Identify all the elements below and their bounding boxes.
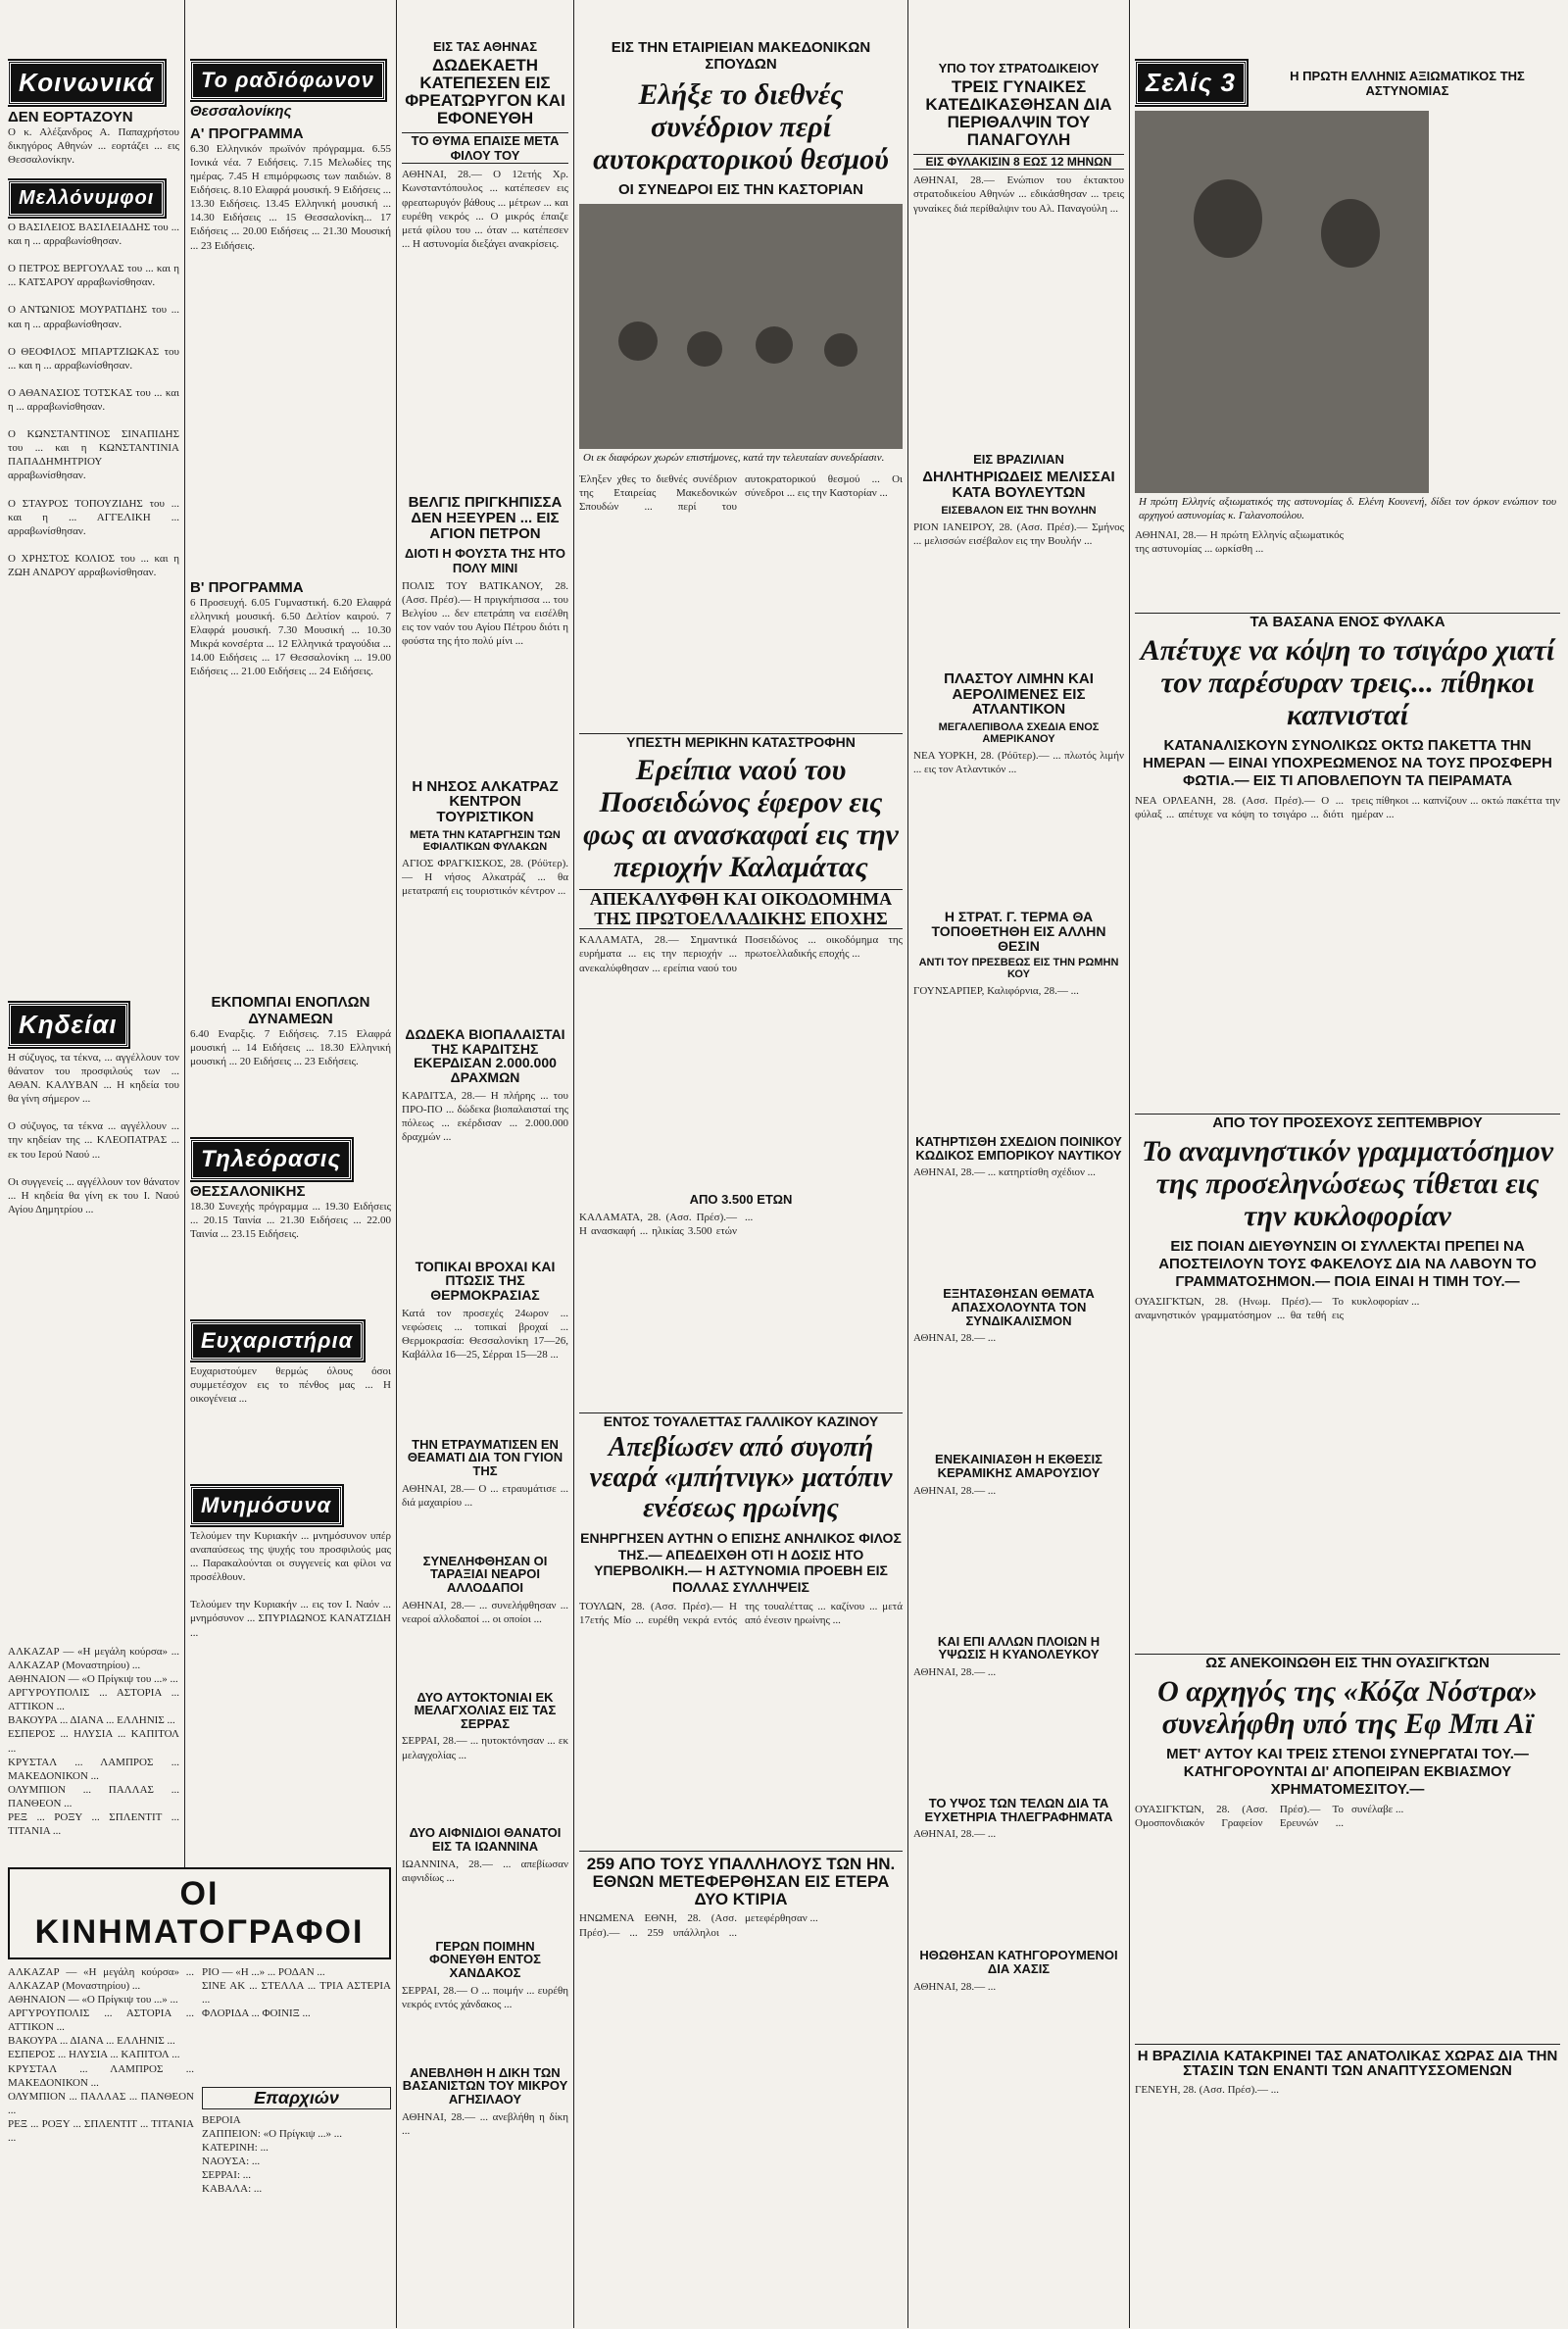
subline-monkeys: ΚΑΤΑΝΑΛΙΣΚΟΥΝ ΣΥΝΟΛΙΚΩΣ ΟΚΤΩ ΠΑΚΕΤΤΑ ΤΗΝ ΗΜΕΡΑΝ — ΕΙΝΑΙ ΥΠΟΧΡΕΩΜΕΝΟΣ ΝΑ ΤΟΥΣ ΠΡΟΣΦΕΡΗ ΦΩΤΙΑ.— ΕΙΣ ΤΙ ΑΠΟΒΛΕΠΟΥΝ ΤΑ ΠΕΙΡΑΜΑΤΑ [1143, 736, 1552, 789]
page-number-banner: Σελίς 3 [1135, 61, 1247, 105]
radio-program-a: Α' ΠΡΟΓΡΑΜΜΑ [190, 125, 304, 142]
text-floating-port: ΝΕΑ ΥΟΡΚΗ, 28. (Ρόϋτερ).— ... πλωτός λιμήν ... εις τον Ατλαντικόν ... [913, 750, 1124, 776]
text-forces: 6.40 Εναρξις. 7 Ειδήσεις. 7.15 Ελαφρά μουσική ... 14 Ειδήσεις ... 18.30 Ελληνική μουσική ... 20 Ειδήσεις ... 23 Ειδήσεις. [190, 1028, 391, 1068]
text-poseidon: ΚΑΛΑΜΑΤΑ, 28.— Σημαντικά ευρήματα ... εις την περιοχήν ... ανεκαλύφθησαν ... ερείπια ναού του Ποσειδώνος ... οικοδόμημα της πρωτοελλαδικής εποχής ... [579, 934, 903, 974]
headline-alcatraz: Η ΝΗΣΟΣ ΑΛΚΑΤΡΑΖ ΚΕΝΤΡΟΝ ΤΟΥΡΙΣΤΙΚΟΝ [412, 777, 559, 826]
cinema-block [8, 1867, 391, 2329]
column-news-right [913, 0, 1124, 2328]
kicker-damage: ΥΠΕΣΤΗ ΜΕΡΙΚΗΝ ΚΑΤΑΣΤΡΟΦΗΝ [579, 733, 903, 750]
text-flag: ΑΘΗΝΑΙ, 28.— ... [913, 1665, 997, 1678]
text-mellonymfoi: Ο ΒΑΣΙΛΕΙΟΣ ΒΑΣΙΛΕΙΑΔΗΣ του ... και η ... αρραβωνίσθησαν. Ο ΠΕΤΡΟΣ ΒΕΡΓΟΥΛΑΣ του ... και η ... ΚΑΤΣΑΡΟΥ αρραβωνίσθησαν. Ο ΑΝΤΩΝΙΟΣ ΜΟΥΡΑΤΙΔΗΣ του ... και η ... αρραβωνίσθησαν. Ο ΘΕΟΦΙΛΟΣ ΜΠΑΡΤΖΙΩΚΑΣ του ... και η ... αρραβωνίσθησαν. Ο ΑΘΑΝΑΣΙΟΣ ΤΟΤΣΚΑΣ του ... και η ... αρραβωνίσθησαν. Ο ΚΩΝΣΤΑΝΤΙΝΟΣ ΣΙΝΑΠΙΔΗΣ του ... και η ΚΩΝΣΤΑΝΤΙΝΙΑ ΠΑΠΑΔΗΜΗΤΡΙΟΥ αρραβωνίσθησαν. Ο ΣΤΑΥΡΟΣ ΤΟΠΟΥΖΙΔΗΣ του ... και η ... ΑΓΓΕΛΙΚΗ ... αρραβωνίσθησαν. Ο ΧΡΗΣΤΟΣ ΚΟΛΙΟΣ του ... και η ΖΩΗ ΑΝΔΡΟΥ αρραβωνίσθησαν. [8, 222, 179, 578]
kicker-macedonian-studies: ΕΙΣ ΤΗΝ ΕΤΑΙΡΙΕΙΑΝ ΜΑΚΕΔΟΝΙΚΩΝ ΣΠΟΥΔΩΝ [611, 39, 871, 73]
text-penal-code: ΑΘΗΝΑΙ, 28.— ... κατηρτίσθη σχέδιον ... [913, 1166, 1096, 1179]
caption-policewoman: Η πρώτη Ελληνίς αξιωματικός της αστυνομίας δ. Ελένη Κουνενή, δίδει τον όρκον ενώπιον του αρχηγού αστυνομίας κ. Γαλανοπούλου. [1139, 496, 1556, 521]
subhead-statue: ΑΝΤΙ ΤΟΥ ΠΡΕΣΒΕΩΣ ΕΙΣ ΤΗΝ ΡΩΜΗΝ ΚΟΥ [918, 957, 1119, 981]
text-cinema-a: ΑΛΚΑΖΑΡ — «Η μεγάλη κούρσα» ... ΑΛΚΑΖΑΡ (Μοναστηρίου) ... ΑΘΗΝΑΙΟΝ — «Ο Πρίγκιψ του ...» ... ΑΡΓΥΡΟΥΠΟΛΙΣ ... ΑΣΤΟΡΙΑ ... ΑΤΤΙΚΟΝ ... ΒΑΚΟΥΡΑ ... ΔΙΑΝΑ ... ΕΛΛΗΝΙΣ ... ΕΣΠΕΡΟΣ ... ΗΛΥΣΙΑ ... ΚΑΠΙΤΟΛ ... ΚΡΥΣΤΑΛ ... ΛΑΜΠΡΟΣ ... ΜΑΚΕΔΟΝΙΚΟΝ ... ΟΛΥΜΠΙΟΝ ... ΠΑΛΛΑΣ ... ΠΑΝΘΕΟΝ ... ΡΕΞ ... ΡΟΞΥ ... ΣΠΛΕΝΤΙΤ ... ΤΙΤΑΝΙΑ ... [8, 1966, 194, 2144]
subhead-eortazoun: ΔΕΝ ΕΟΡΤΑΖΟΥΝ [8, 109, 133, 125]
text-three-women: ΑΘΗΝΑΙ, 28.— Ενώπιον του έκτακτου στρατοδικείου Αθηνών ... εδικάσθησαν ... τρεις γυναίκες διά περίθαλψιν του Αλ. Παναγούλη ... [913, 174, 1124, 215]
section-banner-tv: Τηλεόρασις [190, 1139, 352, 1180]
text-monkeys: ΝΕΑ ΟΡΛΕΑΝΗ, 28. (Ασσ. Πρέσ).— Ο ... φύλαξ ... απέτυχε να κόψη το τσιγάρο ... διότι τρεις πίθηκοι ... καπνίζουν ... οκτώ πακέττα την ημέραν ... [1135, 794, 1560, 820]
headline-telegram-fees: ΤΟ ΥΨΟΣ ΤΩΝ ΤΕΛΩΝ ΔΙΑ ΤΑ ΕΥΧΕΤΗΡΙΑ ΤΗΛΕΓΡΑΦΗΜΑΤΑ [924, 1795, 1113, 1824]
headline-bees: ΔΗΛΗΤΗΡΙΩΔΕΙΣ ΜΕΛΙΣΣΑΙ ΚΑΤΑ ΒΟΥΛΕΥΤΩΝ [922, 469, 1115, 502]
text-brazil-east: ΓΕΝΕΥΗ, 28. (Ασσ. Πρέσ).— ... [1135, 2084, 1279, 2096]
headline-trial: ΑΝΕΒΛΗΘΗ Η ΔΙΚΗ ΤΩΝ ΒΑΣΑΝΙΣΤΩΝ ΤΟΥ ΜΙΚΡΟΥ ΑΓΗΣΙΛΑΟΥ [402, 2064, 568, 2106]
text-trial: ΑΘΗΝΑΙ, 28.— ... ανεβλήθη η δίκη ... [402, 2110, 568, 2137]
subhead-three-women: ΕΙΣ ΦΥΛΑΚΙΣΙΝ 8 ΕΩΣ 12 ΜΗΝΩΝ [913, 154, 1124, 170]
kicker-brazil: ΕΙΣ ΒΡΑΖΙΛΙΑΝ [973, 452, 1064, 468]
photo-policewoman [1135, 111, 1429, 493]
headline-poseidon: Ερείπια ναού του Ποσειδώνος έφερον εις φως αι ανασκαφαί εις την περιοχήν Καλαμάτας [583, 753, 899, 883]
radio-forces-head: ΕΚΠΟΜΠΑΙ ΕΝΟΠΛΩΝ ΔΥΝΑΜΕΩΝ [211, 994, 370, 1027]
text-bees: ΡΙΟΝ ΙΑΝΕΙΡΟΥ, 28. (Ασσ. Πρέσ).— Σμήνος ... μελισσών εισέβαλον εις την Βουλήν ... [913, 520, 1124, 547]
text-beatnik: ΤΟΥΛΩΝ, 28. (Ασσ. Πρέσ).— Η 17ετής Μίο ... ευρέθη νεκρά εντός της τουαλέττας ... καζίνου ... μετά από ένεσιν ηρωίνης ... [579, 1600, 903, 1626]
caption-congress: Οι εκ διαφόρων χωρών επιστήμονες, κατά την τελευταίαν συνεδρίασιν. [583, 452, 885, 464]
subhead-alcatraz: ΜΕΤΑ ΤΗΝ ΚΑΤΑΡΓΗΣΙΝ ΤΩΝ ΕΦΙΑΛΤΙΚΩΝ ΦΥΛΑΚΩΝ [410, 828, 561, 853]
kicker-athens: ΕΙΣ ΤΑΣ ΑΘΗΝΑΣ [432, 39, 538, 54]
text-kideiai: Η σύζυγος, τα τέκνα, ... αγγέλλουν τον θάνατον του προσφιλούς των ... ΑΘΑΝ. ΚΑΛΥΒΑΝ ... Η κηδεία του θα γίνη σήμερον ... Ο σύζυγος, τα τέκνα ... αγγέλλουν ... την κηδείαν της ... ΚΛΕΟΠΑΤΡΑΣ ... εκ του Ιερού Ναού ... Οι συγγενείς ... αγγέλλουν τον θάνατον ... Η κηδεία θα γίνη εκ του Ι. Ναού Αγίου Δημητρίου ... [8, 1052, 179, 1215]
subhead-boy-well: ΤΟ ΘΥΜΑ ΕΠΑΙΣΕ ΜΕΤΑ ΦΙΛΟΥ ΤΟΥ [402, 132, 568, 164]
radio-city: Θεσσαλονίκης [190, 103, 292, 120]
column-news-short [402, 0, 568, 2328]
text-ceramics: ΑΘΗΝΑΙ, 28.— ... [913, 1484, 997, 1497]
text-eortazoun: Ο κ. Αλέξανδρος Α. Παπαχρήστου δικηγόρος Αθηνών ... εορτάζει ... εις Θεσσαλονίκην. [8, 126, 179, 167]
text-boy-well: ΑΘΗΝΑΙ, 28.— Ο 12ετής Χρ. Κωνσταντόπουλος ... κατέπεσεν εις φρεατωρυγόν βάθους ... μέτρων ... και ευρέθη νεκρός ... Ο μικρός έπαιζε μετά φίλου του ... όταν ... κατέπεσεν ... Η αστυνομία διεξάγει ανακρίσεις. [402, 169, 568, 250]
headline-wounded: ΤΗΝ ΕΤΡΑΥΜΑΤΙΣΕΝ ΕΝ ΘΕΑΜΑΤΙ ΔΙΑ ΤΟΝ ΓΥΙΟΝ ΤΗΣ [407, 1436, 564, 1478]
text-alcatraz: ΑΓΙΟΣ ΦΡΑΓΚΙΣΚΟΣ, 28. (Ρόϋτερ).— Η νήσος Αλκατράζ ... θα μετατραπή εις τουριστικόν κέντρον ... [402, 857, 568, 898]
headline-unions: ΕΞΗΤΑΣΘΗΣΑΝ ΘΕΜΑΤΑ ΑΠΑΣΧΟΛΟΥΝΤΑ ΤΟΝ ΣΥΝΔΙΚΑΛΙΣΜΟΝ [943, 1286, 1095, 1328]
section-banner-cinema: ΟΙ ΚΙΝΗΜΑΤΟΓΡΑΦΟΙ [8, 1867, 391, 1959]
kicker-court-martial: ΥΠΟ ΤΟΥ ΣΤΡΑΤΟΔΙΚΕΙΟΥ [938, 61, 1100, 75]
subline-beatnik: ΕΝΗΡΓΗΣΕΝ ΑΥΤΗΝ Ο ΕΠΙΣΗΣ ΑΝΗΛΙΚΟΣ ΦΙΛΟΣ ΤΗΣ.— ΑΠΕΔΕΙΧΘΗ ΟΤΙ Η ΔΟΣΙΣ ΗΤΟ ΥΠΕΡΒΟΛΙΚΗ.— Η ΑΣΤΥΝΟΜΙΑ ΠΡΟΕΒΗ ΕΙΣ ΠΟΛΛΑΣ ΣΥΛΛΗΨΕΙΣ [580, 1529, 902, 1596]
text-foreigners: ΑΘΗΝΑΙ, 28.— ... συνελήφθησαν ... νεαροί αλλοδαποί ... οι οποίοι ... [402, 1599, 568, 1625]
kicker-first-policewoman: Η ΠΡΩΤΗ ΕΛΛΗΝΙΣ ΑΞΙΩΜΑΤΙΚΟΣ ΤΗΣ ΑΣΤΥΝΟΜΙΑΣ [1290, 68, 1525, 98]
column-features [1135, 0, 1560, 2328]
headline-floating-port: ΠΛΑΣΤΟΥ ΛΙΜΗΝ ΚΑΙ ΑΕΡΟΛΙΜΕΝΕΣ ΕΙΣ ΑΤΛΑΝΤΙΚΟΝ [944, 669, 1094, 719]
section-banner-mellonymfoi: Μελλόνυμφοι [8, 180, 165, 217]
headline-shepherd: ΓΕΡΩΝ ΠΟΙΜΗΝ ΦΟΝΕΥΘΗ ΕΝΤΟΣ ΧΑΝΔΑΚΟΣ [429, 1938, 541, 1981]
text-3500: ΚΑΛΑΜΑΤΑ, 28. (Ασσ. Πρέσ).— Η ανασκαφή ... ηλικίας 3.500 ετών ... [579, 1212, 754, 1238]
kicker-guard: ΤΑ ΒΑΣΑΝΑ ΕΝΟΣ ΦΥΛΑΚΑ [1135, 613, 1560, 630]
subhead-princess: ΔΙΟΤΙ Η ΦΟΥΣΤΑ ΤΗΣ ΗΤΟ ΠΟΛΥ ΜΙΝΙ [404, 545, 566, 575]
text-un-staff: ΗΝΩΜΕΝΑ ΕΘΝΗ, 28. (Ασσ. Πρέσ).— ... 259 υπάλληλοι ... μετεφέρθησαν ... [579, 1912, 818, 1939]
column-rule [907, 0, 908, 2328]
text-unions: ΑΘΗΝΑΙ, 28.— ... [913, 1332, 997, 1345]
headline-stamp: Το αναμνηστικόν γραμματόσημον της προσεληνώσεως τίθεται εις την κυκλοφορίαν [1141, 1134, 1554, 1232]
headline-foreigners: ΣΥΝΕΛΗΦΘΗΣΑΝ ΟΙ ΤΑΡΑΞΙΑΙ ΝΕΑΡΟΙ ΑΛΛΟΔΑΠΟΙ [422, 1553, 548, 1595]
text-eparchion: ΒΕΡΟΙΑ ΖΑΠΠΕΙΟΝ: «Ο Πρίγκιψ ...» ... ΚΑΤΕΡΙΝΗ: ... ΝΑΟΥΣΑ: ... ΣΕΡΡΑΙ: ... ΚΑΒΑΛΑ: ... [202, 2114, 342, 2196]
headline-hashish: ΗΘΩΘΗΣΑΝ ΚΑΤΗΓΟΡΟΥΜΕΝΟΙ ΔΙΑ ΧΑΣΙΣ [919, 1948, 1118, 1976]
headline-penal-code: ΚΑΤΗΡΤΙΣΘΗ ΣΧΕΔΙΟΝ ΠΟΙΝΙΚΟΥ ΚΩΔΙΚΟΣ ΕΜΠΟΡΙΚΟΥ ΝΑΥΤΙΚΟΥ [915, 1134, 1122, 1163]
kicker-september: ΑΠΟ ΤΟΥ ΠΡΟΣΕΧΟΥΣ ΣΕΠΤΕΜΒΡΙΟΥ [1135, 1114, 1560, 1131]
headline-weather: ΤΟΠΙΚΑΙ ΒΡΟΧΑΙ ΚΑΙ ΠΤΩΣΙΣ ΤΗΣ ΘΕΡΜΟΚΡΑΣΙΑΣ [415, 1258, 556, 1303]
headline-statue: Η ΣΤΡΑΤ. Γ. ΤΕΡΜΑ ΘΑ ΤΟΠΟΘΕΤΗΘΗ ΕΙΣ ΑΛΛΗΝ ΘΕΣΙΝ [931, 909, 1106, 954]
kicker-washington: ΩΣ ΑΝΕΚΟΙΝΩΘΗ ΕΙΣ ΤΗΝ ΟΥΑΣΙΓΚΤΩΝ [1135, 1654, 1560, 1671]
subhead-floating-port: ΜΕΓΑΛΕΠΙΒΟΛΑ ΣΧΕΔΙΑ ΕΝΟΣ ΑΜΕΡΙΚΑΝΟΥ [938, 721, 1100, 746]
headline-un-staff: 259 ΑΠΟ ΤΟΥΣ ΥΠΑΛΛΗΛΟΥΣ ΤΩΝ ΗΝ. ΕΘΝΩΝ ΜΕΤΕΦΕΡΘΗΣΑΝ ΕΙΣ ΕΤΕΡΑ ΔΥΟ ΚΤΙΡΙΑ [579, 1851, 903, 1908]
section-banner-kideiai: Κηδείαι [8, 1003, 128, 1047]
subhead-bees: ΕΙΣΕΒΑΛΟΝ ΕΙΣ ΤΗΝ ΒΟΥΛΗΝ [941, 504, 1097, 517]
text-lottery: ΚΑΡΔΙΤΣΑ, 28.— Η πλήρης ... του ΠΡΟ-ΠΟ ... δώδεκα βιοπαλαισταί της πόλεως ... εκέρδισαν ... 2.000.000 δραχμών ... [402, 1089, 568, 1143]
headline-boy-well: ΔΩΔΕΚΑΕΤΗ ΚΑΤΕΠΕΣΕΝ ΕΙΣ ΦΡΕΑΤΩΡΥΓΟΝ ΚΑΙ ΕΦΟΝΕΥΘΗ [405, 56, 565, 127]
headline-ceramics: ΕΝΕΚΑΙΝΙΑΣΘΗ Η ΕΚΘΕΣΙΣ ΚΕΡΑΜΙΚΗΣ ΑΜΑΡΟΥΣΙΟΥ [935, 1452, 1102, 1481]
section-banner-radio: Το ραδιόφωνον [190, 61, 385, 100]
text-weather: Κατά τον προσεχές 24ωρον ... νεφώσεις ... τοπικαί βροχαί ... Θερμοκρασία: Θεσσαλονίκη 17—26, Καβάλλα 16—25, Σέρραι 15—28 ... [402, 1307, 568, 1361]
headline-beatnik: Απεβίωσεν από συγοπή νεαρά «μπήτνιγκ» ματόπιν ενέσεως ηρωίνης [589, 1432, 893, 1523]
text-program-b: 6 Προσευχή. 6.05 Γυμναστική. 6.20 Ελαφρά ελληνική μουσική. 6.50 Δελτίον καιρού. 7 Ελαφρά μουσική. 7.30 Μουσική ... 10.30 Μικρά κονσέρτα ... 12 Ελληνικά τραγούδια ... 14.00 Ειδήσεις ... 17 Θεσσαλονίκη ... 19.00 Ειδήσεις ... 21.00 Ειδήσεις ... 24 Ειδήσεις. [190, 597, 391, 678]
section-eparchion: Επαρχιών [202, 2087, 391, 2109]
column-rule [1129, 0, 1130, 2328]
text-program-a: 6.30 Ελληνικόν πρωϊνόν πρόγραμμα. 6.55 Ιονικά νέα. 7 Ειδήσεις. 7.15 Μελωδίες της ημέρας. 7.45 Η επιμόρφωσις των παιδιών. 8 Ειδήσεις. 8.10 Ελαφρά μουσική. 9 Ειδήσεις ... 13.30 Ειδήσεις. 13.45 Ελληνική μουσική ... 14.30 Ειδήσεις ... 15 Θεσσαλονίκη... 17 Ειδήσεις ... 20.00 Ειδήσεις ... 21.30 Μουσική ... 23 Ειδήσεις. [190, 143, 391, 252]
text-tv: 18.30 Συνεχής πρόγραμμα ... 19.30 Ειδήσεις ... 20.15 Ταινία ... 21.30 Ειδήσεις ... 22.00 Ταινία ... 23.15 Ειδήσεις. [190, 1201, 391, 1241]
column-rule [573, 0, 574, 2328]
subline-stamp: ΕΙΣ ΠΟΙΑΝ ΔΙΕΥΘΥΝΣΙΝ ΟΙ ΣΥΛΛΕΚΤΑΙ ΠΡΕΠΕΙ ΝΑ ΑΠΟΣΤΕΙΛΟΥΝ ΤΟΥΣ ΦΑΚΕΛΟΥΣ ΔΙΑ ΝΑ ΛΑΒΟΥΝ ΤΟ ΓΡΑΜΜΑΤΟΣΗΜΟΝ.— ΠΟΙΑ ΕΙΝΑΙ Η ΤΙΜΗ ΤΟΥ.— [1158, 1237, 1537, 1290]
headline-flag: ΚΑΙ ΕΠΙ ΑΛΛΩΝ ΠΛΟΙΩΝ Η ΥΨΩΣΙΣ Η ΚΥΑΝΟΛΕΥΚΟΥ [937, 1633, 1101, 1662]
text-wounded: ΑΘΗΝΑΙ, 28.— Ο ... ετραυμάτισε ... διά μαχαιρίου ... [402, 1482, 568, 1509]
subline-cosa-nostra: ΜΕΤ' ΑΥΤΟΥ ΚΑΙ ΤΡΕΙΣ ΣΤΕΝΟΙ ΣΥΝΕΡΓΑΤΑΙ ΤΟΥ.— ΚΑΤΗΓΟΡΟΥΝΤΑΙ ΔΙ' ΑΠΟΠΕΙΡΑΝ ΕΚΒΙΑΣΜΟΥ ΧΡΗΜΑΤΟΜΕΣΙΤΟΥ.— [1166, 1745, 1529, 1798]
text-cosa-nostra: ΟΥΑΣΙΓΚΤΩΝ, 28. (Ασσ. Πρέσ).— Το Ομοσπονδιακόν Γραφείον Ερευνών ... συνέλαβε ... [1135, 1803, 1404, 1829]
column-rule [396, 0, 397, 2328]
headline-congress: Ελήξε το διεθνές συνέδριον περί αυτοκρατορικού θεσμού [593, 78, 889, 175]
text-serres: ΣΕΡΡΑΙ, 28.— ... ηυτοκτόνησαν ... εκ μελαγχολίας ... [402, 1735, 568, 1761]
headline-three-women: ΤΡΕΙΣ ΓΥΝΑΙΚΕΣ ΚΑΤΕΔΙΚΑΣΘΗΣΑΝ ΔΙΑ ΠΕΡΙΘΑΛΨΙΝ ΤΟΥ ΠΑΝΑΓΟΥΛΗ [925, 77, 1112, 149]
text-telegram-fees: ΑΘΗΝΑΙ, 28.— ... [913, 1828, 997, 1841]
text-memorial: Τελούμεν την Κυριακήν ... μνημόσυνον υπέρ αναπαύσεως της ψυχής του προσφιλούς μας ... Παρακαλούνται οι συγγενείς και φίλοι να προσέλθουν. Τελούμεν την Κυριακήν ... εις τον Ι. Ναόν ... μνημόσυνον ... ΣΠΥΡΙΔΩΝΟΣ ΚΑΝΑΤΖΙΔΗ ... [190, 1530, 391, 1639]
text-shepherd: ΣΕΡΡΑΙ, 28.— Ο ... ποιμήν ... ευρέθη νεκρός εντός χάνδακος ... [402, 1984, 568, 2010]
text-princess: ΠΟΛΙΣ ΤΟΥ ΒΑΤΙΚΑΝΟΥ, 28. (Ασσ. Πρέσ).— Η πριγκήπισσα ... του Βελγίου ... δεν επετράπη να εισέλθη εις τον ναόν του Αγίου Πέτρου διότι η φούστα της ήτο πολύ μίνι ... [402, 579, 568, 647]
subline-congress: ΟΙ ΣΥΝΕΔΡΟΙ ΕΙΣ ΤΗΝ ΚΑΣΤΟΡΙΑΝ [617, 181, 864, 198]
text-thanks: Ευχαριστούμεν θερμώς όλους όσοι συμμετέσχον εις το πένθος μας ... Η οικογένεια ... [190, 1365, 391, 1406]
radio-program-b: Β' ΠΡΟΓΡΑΜΜΑ [190, 579, 304, 596]
section-banner-koinonika: Κοινωνικά [8, 61, 165, 105]
photo-congress [579, 204, 903, 449]
text-cinema-b: ΡΙΟ — «Η ...» ... ΡΟΔΑΝ ... ΣΙΝΕ ΑΚ ... ΣΤΕΛΛΑ ... ΤΡΙΑ ΑΣΤΕΡΙΑ ... ΦΛΟΡΙΔΑ ... ΦΟΙΝΙΞ ... [202, 1966, 391, 2020]
headline-lottery: ΔΩΔΕΚΑ ΒΙΟΠΑΛΑΙΣΤΑΙ ΤΗΣ ΚΑΡΔΙΤΣΗΣ ΕΚΕΡΔΙΣΑΝ 2.000.000 ΔΡΑΧΜΩΝ [405, 1025, 565, 1085]
kicker-3500: ΑΠΟ 3.500 ΕΤΩΝ [689, 1192, 793, 1208]
headline-cosa-nostra: Ο αρχηγός της «Κόζα Νόστρα» συνελήφθη υπό της Εφ Μπι Αϊ [1157, 1674, 1538, 1740]
tv-city: ΘΕΣΣΑΛΟΝΙΚΗΣ [190, 1183, 306, 1200]
kicker-casino: ΕΝΤΟΣ ΤΟΥΑΛΕΤΤΑΣ ΓΑΛΛΙΚΟΥ ΚΑΖΙΝΟΥ [579, 1412, 903, 1429]
text-cinema-left: ΑΛΚΑΖΑΡ — «Η μεγάλη κούρσα» ... ΑΛΚΑΖΑΡ (Μοναστηρίου) ... ΑΘΗΝΑΙΟΝ — «Ο Πρίγκιψ του ...» ... ΑΡΓΥΡΟΥΠΟΛΙΣ ... ΑΣΤΟΡΙΑ ... ΑΤΤΙΚΟΝ ... ΒΑΚΟΥΡΑ ... ΔΙΑΝΑ ... ΕΛΛΗΝΙΣ ... ΕΣΠΕΡΟΣ ... ΗΛΥΣΙΑ ... ΚΑΠΙΤΟΛ ... ΚΡΥΣΤΑΛ ... ΛΑΜΠΡΟΣ ... ΜΑΚΕΔΟΝΙΚΟΝ ... ΟΛΥΜΠΙΟΝ ... ΠΑΛΛΑΣ ... ΠΑΝΘΕΟΝ ... ΡΕΞ ... ΡΟΞΥ ... ΣΠΛΕΝΤΙΤ ... ΤΙΤΑΝΙΑ ... [8, 1646, 179, 1838]
text-congress: Έληξεν χθες το διεθνές συνέδριον της Εταιρείας Μακεδονικών Σπουδών ... περί του αυτοκρατορικού θεσμού ... Οι σύνεδροι ... εις την Καστορίαν ... [579, 472, 903, 513]
text-stamp: ΟΥΑΣΙΓΚΤΩΝ, 28. (Ηνωμ. Πρέσ).— Το αναμνηστικόν γραμματόσημον ... θα τεθή εις κυκλοφορίαν ... [1135, 1295, 1420, 1321]
headline-monkeys: Απέτυχε να κόψη το τσιγάρο χιατί τον παρέσυραν τρεις... πίθηκοι καπνισταί [1140, 633, 1555, 731]
text-statue: ΓΟΥΝΣΑΡΠΕΡ, Καλιφόρνια, 28.— ... [913, 985, 1079, 998]
column-main-stories [579, 0, 903, 2328]
text-ioannina: ΙΩΑΝΝΙΝΑ, 28.— ... απεβίωσαν αιφνιδίως ... [402, 1858, 568, 1884]
text-policewoman: ΑΘΗΝΑΙ, 28.— Η πρώτη Ελληνίς αξιωματικός της αστυνομίας ... ωρκίσθη ... [1135, 528, 1344, 555]
headline-serres: ΔΥΟ ΑΥΤΟΚΤΟΝΙΑΙ ΕΚ ΜΕΛΑΓΧΟΛΙΑΣ ΕΙΣ ΤΑΣ ΣΕΡΡΑΣ [414, 1689, 557, 1731]
headline-princess: ΒΕΛΓΙΣ ΠΡΙΓΚΗΠΙΣΣΑ ΔΕΝ ΗΞΕΥΡΕΝ ... ΕΙΣ ΑΓΙΟΝ ΠΕΤΡΟΝ [408, 494, 563, 542]
headline-ioannina: ΔΥΟ ΑΙΦΝΙΔΙΟΙ ΘΑΝΑΤΟΙ ΕΙΣ ΤΑ ΙΩΑΝΝΙΝΑ [409, 1825, 562, 1855]
subline-poseidon: ΑΠΕΚΑΛΥΦΘΗ ΚΑΙ ΟΙΚΟΔΟΜΗΜΑ ΤΗΣ ΠΡΩΤΟΕΛΛΑΔΙΚΗΣ ΕΠΟΧΗΣ [579, 889, 903, 930]
section-banner-thanks: Ευχαριστήρια [190, 1321, 364, 1361]
section-banner-memorial: Μνημόσυνα [190, 1486, 342, 1525]
headline-brazil-east: Η ΒΡΑΖΙΛΙΑ ΚΑΤΑΚΡΙΝΕΙ ΤΑΣ ΑΝΑΤΟΛΙΚΑΣ ΧΩΡΑΣ ΔΙΑ ΤΗΝ ΣΤΑΣΙΝ ΤΩΝ ΕΝΑΝΤΙ ΤΩΝ ΑΝΑΠΤΥΣΣΟΜΕΝΩΝ [1135, 2044, 1560, 2080]
text-hashish: ΑΘΗΝΑΙ, 28.— ... [913, 1980, 997, 1993]
